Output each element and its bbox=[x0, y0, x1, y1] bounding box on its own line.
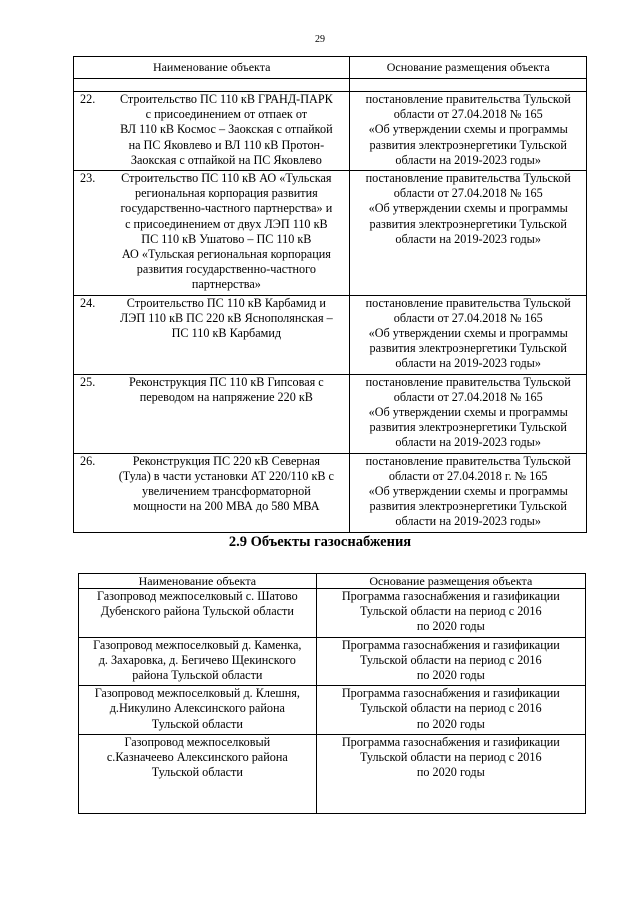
cell-line: Тульской области на период с 2016 bbox=[360, 652, 542, 667]
cell-line: Реконструкция ПС 110 кВ Гипсовая с bbox=[129, 374, 324, 389]
page-number: 29 bbox=[315, 34, 325, 45]
table-row bbox=[74, 374, 587, 453]
cell-line: развития электроэнергетики Тульской bbox=[369, 420, 567, 435]
row-number: 26. bbox=[74, 453, 106, 532]
cell-line: района Тульской области bbox=[132, 668, 263, 683]
placement-basis-cell bbox=[350, 295, 587, 374]
cell-line: развития электроэнергетики Тульской bbox=[369, 341, 567, 356]
row-number: 22. bbox=[74, 92, 106, 171]
cell-line: Тульской области bbox=[151, 765, 243, 780]
table-header-row bbox=[79, 574, 586, 589]
object-name-cell bbox=[79, 637, 317, 686]
cell-line: увеличением трансформаторной bbox=[142, 484, 311, 499]
section-title: 2.9 Объекты газоснабжения bbox=[228, 534, 412, 550]
cell-line: Программа газоснабжения и газификации bbox=[341, 637, 560, 652]
cell-line: Заокская с отпайкой на ПС Яковлево bbox=[130, 152, 322, 167]
object-name-cell bbox=[79, 589, 317, 638]
cell-line: области от 27.04.2018 № 165 bbox=[393, 186, 543, 201]
cell-line: области от 27.04.2018 № 165 bbox=[393, 389, 543, 404]
cell-line: Газопровод межпоселковый д. Каменка, bbox=[93, 637, 302, 652]
cell-line: Программа газоснабжения и газификации bbox=[341, 734, 560, 749]
cell-line: области на 2019-2023 годы» bbox=[395, 152, 541, 167]
cell-line: постановление правительства Тульской bbox=[365, 171, 571, 186]
placement-basis-cell bbox=[350, 374, 587, 453]
cell-line: области на 2019-2023 годы» bbox=[395, 356, 541, 371]
cell-line: области от 27.04.2018 г. № 165 bbox=[388, 468, 548, 483]
placement-basis-cell bbox=[316, 637, 585, 686]
cell-line: Тульской области bbox=[151, 716, 243, 731]
cell-line: по 2020 годы bbox=[416, 668, 485, 683]
cell-line: с присоединением от отпаек от bbox=[145, 107, 308, 122]
cell-line: ПС 110 кВ Карбамид bbox=[171, 326, 282, 341]
cell-line: развития электроэнергетики Тульской bbox=[369, 499, 567, 514]
placement-basis-cell bbox=[316, 734, 585, 813]
table-row bbox=[74, 453, 587, 532]
cell-line: д. Захаровка, д. Бегичево Щекинского bbox=[98, 652, 296, 667]
cell-line: партнерства» bbox=[191, 277, 261, 292]
placement-basis-cell bbox=[350, 453, 587, 532]
object-name-cell bbox=[105, 453, 350, 532]
cell-line: Газопровод межпоселковый с. Шатово bbox=[96, 589, 298, 603]
cell-line: Строительство ПС 110 кВ АО «Тульская bbox=[121, 171, 332, 186]
cell-line: с присоединением от двух ЛЭП 110 кВ bbox=[125, 216, 328, 231]
table-row bbox=[74, 92, 587, 171]
cell-line: д.Никулино Алексинского района bbox=[109, 701, 285, 716]
cell-line: постановление правительства Тульской bbox=[365, 374, 571, 389]
cell-line: постановление правительства Тульской bbox=[365, 92, 571, 106]
cell-line: развития государственно-частного bbox=[136, 262, 316, 277]
cell-line: развития электроэнергетики Тульской bbox=[369, 137, 567, 152]
cell-line: «Об утверждении схемы и программы bbox=[368, 122, 568, 137]
table-row bbox=[74, 171, 587, 296]
cell-line: постановление правительства Тульской bbox=[365, 453, 571, 468]
cell-line: Тульской области на период с 2016 bbox=[360, 701, 542, 716]
cell-line: «Об утверждении схемы и программы bbox=[368, 326, 568, 341]
placement-basis-cell bbox=[350, 171, 587, 296]
cell-line: на ПС Яковлево и ВЛ 110 кВ Протон- bbox=[128, 137, 325, 152]
cell-line: с.Казначеево Алексинского района bbox=[106, 750, 288, 765]
column-header-basis: Основание размещения объекта bbox=[350, 57, 587, 79]
cell-line: Газопровод межпоселковый д. Клешня, bbox=[94, 686, 300, 701]
cell-line: области от 27.04.2018 № 165 bbox=[393, 107, 543, 122]
cell-line: переводом на напряжение 220 кВ bbox=[139, 389, 313, 404]
table-header-row bbox=[74, 57, 587, 79]
object-name-cell bbox=[105, 295, 350, 374]
cell-line: Строительство ПС 110 кВ Карбамид и bbox=[126, 295, 326, 310]
cell-line: (Тула) в части установки АТ 220/110 кВ с bbox=[118, 468, 334, 483]
cell-line: Строительство ПС 110 кВ ГРАНД-ПАРК bbox=[119, 92, 333, 106]
cell-line: ПС 110 кВ Ушатово – ПС 110 кВ bbox=[141, 231, 312, 246]
placement-basis-cell bbox=[316, 589, 585, 638]
table-row bbox=[79, 734, 586, 813]
cell-line: Газопровод межпоселковый bbox=[124, 734, 271, 749]
cell-line: государственно-частного партнерства» и bbox=[120, 201, 333, 216]
cell-line: области на 2019-2023 годы» bbox=[395, 435, 541, 450]
cell-line: Дубенского района Тульской области bbox=[100, 604, 294, 619]
cell-line: Реконструкция ПС 220 кВ Северная bbox=[132, 453, 320, 468]
cell-line: «Об утверждении схемы и программы bbox=[368, 201, 568, 216]
placement-basis-cell bbox=[350, 92, 587, 171]
object-name-cell bbox=[105, 374, 350, 453]
gas-objects-table bbox=[78, 573, 586, 814]
power-objects-table bbox=[73, 56, 587, 533]
cell-line: ВЛ 110 кВ Космос – Заокская с отпайкой bbox=[120, 122, 333, 137]
row-number: 24. bbox=[74, 295, 106, 374]
cell-line: региональная корпорация развития bbox=[134, 186, 318, 201]
table-row bbox=[74, 295, 587, 374]
cell-line: ЛЭП 110 кВ ПС 220 кВ Яснополянская – bbox=[120, 310, 333, 325]
cell-line: по 2020 годы bbox=[416, 716, 485, 731]
column-header-basis: Основание размещения объекта bbox=[316, 574, 585, 589]
object-name-cell bbox=[105, 92, 350, 171]
cell-line: Тульской области на период с 2016 bbox=[360, 604, 542, 619]
table-row bbox=[79, 686, 586, 735]
cell-line: по 2020 годы bbox=[416, 619, 485, 634]
table-row bbox=[79, 637, 586, 686]
cell-line: мощности на 200 МВА до 580 МВА bbox=[133, 499, 320, 514]
object-name-cell bbox=[105, 171, 350, 296]
cell-line: области на 2019-2023 годы» bbox=[395, 514, 541, 529]
cell-line: Программа газоснабжения и газификации bbox=[341, 686, 560, 701]
object-name-cell bbox=[79, 734, 317, 813]
cell-line: Тульской области на период с 2016 bbox=[360, 750, 542, 765]
object-name-cell bbox=[79, 686, 317, 735]
cell-line: Программа газоснабжения и газификации bbox=[341, 589, 560, 603]
cell-line: постановление правительства Тульской bbox=[365, 295, 571, 310]
cell-line: области на 2019-2023 годы» bbox=[395, 231, 541, 246]
cell-line: развития электроэнергетики Тульской bbox=[369, 216, 567, 231]
cell-line: по 2020 годы bbox=[416, 765, 485, 780]
placement-basis-cell bbox=[316, 686, 585, 735]
row-number: 23. bbox=[74, 171, 106, 296]
column-header-name: Наименование объекта bbox=[79, 574, 317, 589]
column-header-name: Наименование объекта bbox=[74, 57, 350, 79]
cell-line: «Об утверждении схемы и программы bbox=[368, 405, 568, 420]
table-row bbox=[79, 589, 586, 638]
row-number: 25. bbox=[74, 374, 106, 453]
cell-line: АО «Тульская региональная корпорация bbox=[121, 247, 331, 262]
cell-line: «Об утверждении схемы и программы bbox=[368, 484, 568, 499]
cell-line: области от 27.04.2018 № 165 bbox=[393, 310, 543, 325]
spacer-row bbox=[74, 79, 587, 92]
